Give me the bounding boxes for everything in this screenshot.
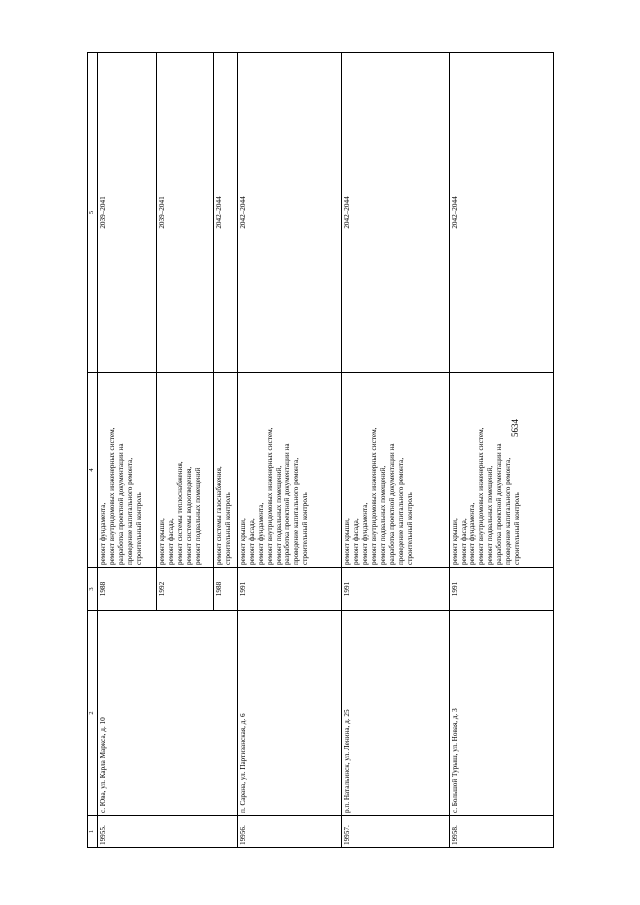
table-row (342, 53, 449, 848)
work-item: разработка проектной документации на (116, 443, 125, 565)
work-item: ремонт фундамента, (99, 502, 108, 565)
work-item: разработка проектной документации на (283, 443, 292, 565)
row-year: 1988 (98, 568, 157, 611)
work-item: разработка проектной документации на (387, 443, 396, 565)
work-item: ремонт внутридомовых инженерных систем, (477, 427, 486, 565)
work-item: ремонт крыши, (343, 518, 352, 565)
work-item: ремонт крыши, (450, 518, 459, 565)
header-row (88, 53, 98, 848)
table-row (237, 53, 341, 848)
work-item: ремонт крыши, (157, 518, 166, 565)
work-item: ремонт внутридомовых инженерных систем, (369, 427, 378, 565)
row-year: 1992 (156, 568, 213, 611)
row-number: 19958. (449, 816, 553, 848)
row-address: р.п. Натальинск, ул. Ленина, д. 25 (342, 611, 449, 816)
table-row (98, 53, 157, 848)
capital-repair-table (87, 52, 554, 848)
work-item: ремонт системы теплоснабжения, (175, 461, 184, 565)
work-item: строительный контроль (223, 492, 232, 565)
row-period: 2042–2044 (449, 53, 553, 373)
row-year: 1991 (237, 568, 341, 611)
work-item: ремонт внутридомовых инженерных систем, (108, 427, 117, 565)
work-item: строительный контроль (301, 492, 310, 565)
work-item: ремонт фасада, (459, 518, 468, 565)
row-period: 2039–2041 (98, 53, 157, 373)
work-item: проведение капитального ремонта, (125, 457, 134, 565)
row-period: 2039–2041 (156, 53, 213, 373)
work-item: ремонт системы газоснабжения, (214, 466, 223, 565)
row-period: 2042–2044 (213, 53, 237, 373)
row-works (98, 373, 157, 568)
row-works (156, 373, 213, 568)
row-number: 19956. (237, 816, 341, 848)
header-col-5: 5 (88, 53, 98, 373)
work-item: проведение капитального ремонта, (292, 457, 301, 565)
table-row (449, 53, 553, 848)
row-works (342, 373, 449, 568)
page-number: 5634 (510, 419, 520, 437)
header-col-2: 2 (88, 611, 98, 816)
header-col-3: 3 (88, 568, 98, 611)
row-number: 19957. (342, 816, 449, 848)
work-item: строительный контроль (405, 492, 414, 565)
row-period: 2042–2044 (342, 53, 449, 373)
header-col-4: 4 (88, 373, 98, 568)
work-item: ремонт подвальных помещений (193, 467, 202, 565)
row-year: 1988 (213, 568, 237, 611)
work-item: разработка проектной документации на (495, 443, 504, 565)
row-works (237, 373, 341, 568)
rotated-table-container (87, 78, 554, 848)
row-works (213, 373, 237, 568)
row-period: 2042–2044 (237, 53, 341, 373)
work-item: ремонт фасада, (247, 518, 256, 565)
row-address: п. Сарана, ул. Партизанская, д. 6 (237, 611, 341, 816)
work-item: ремонт внутридомовых инженерных систем, (265, 427, 274, 565)
work-item: ремонт системы водоотведения, (184, 466, 193, 565)
row-address: с. Большой Турыш, ул. Новая, д. 3 (449, 611, 553, 816)
work-item: строительный контроль (134, 492, 143, 565)
work-item: проведение капитального ремонта, (504, 457, 513, 565)
row-year: 1991 (449, 568, 553, 611)
header-col-1: 1 (88, 816, 98, 848)
row-year: 1991 (342, 568, 449, 611)
work-item: строительный контроль (512, 492, 521, 565)
work-item: ремонт подвальных помещений, (274, 465, 283, 565)
row-address: с. Юва, ул. Карла Маркса, д. 10 (98, 611, 238, 816)
work-item: ремонт фасада, (166, 518, 175, 565)
work-item: ремонт фундамента, (256, 502, 265, 565)
work-item: ремонт подвальных помещений, (378, 465, 387, 565)
work-item: ремонт крыши, (238, 518, 247, 565)
work-item: ремонт фундамента, (468, 502, 477, 565)
work-item: проведение капитального ремонта, (396, 457, 405, 565)
row-number: 19955. (98, 816, 238, 848)
work-item: ремонт подвальных помещений, (486, 465, 495, 565)
work-item: ремонт фасада, (352, 518, 361, 565)
work-item: ремонт фундамента, (361, 502, 370, 565)
row-works (449, 373, 553, 568)
